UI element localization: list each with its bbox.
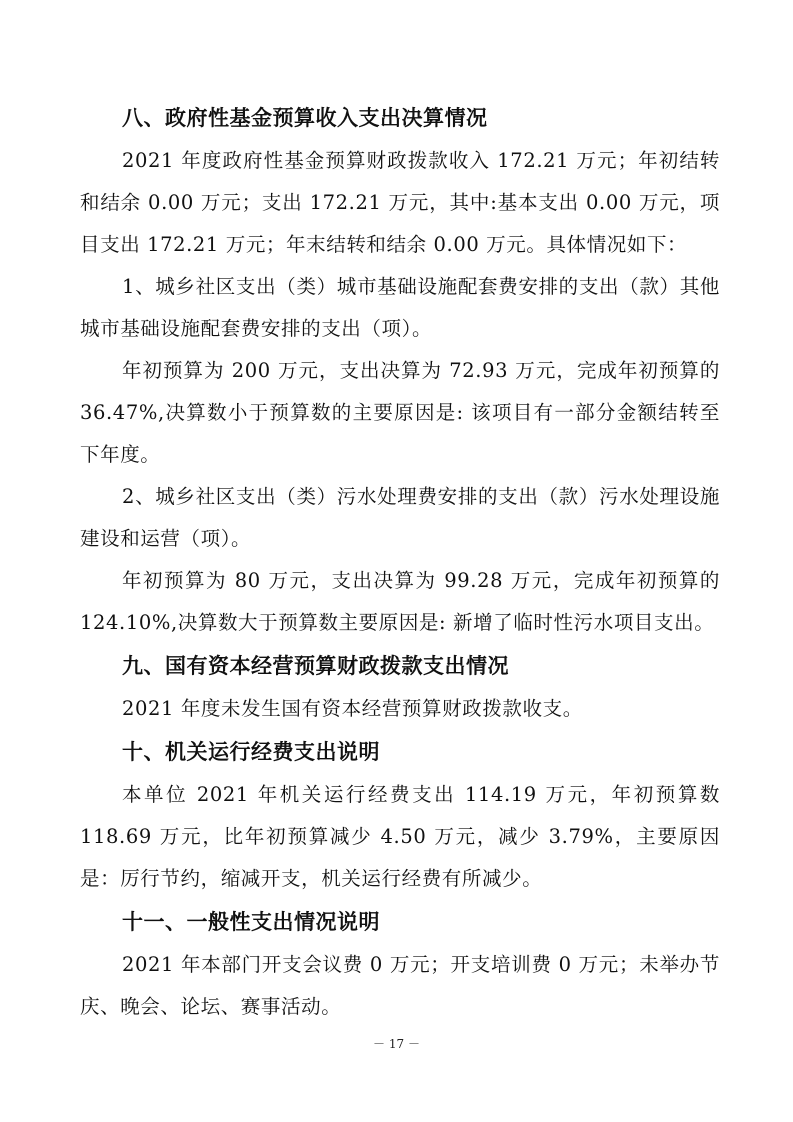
section-heading-9: 九、国有资本经营预算财政拨款支出情况	[122, 654, 509, 678]
paragraph: 年初预算为 200 万元，支出决算为 72.93 万元，完成年初预算的 36.47%,决算数小于预算数的主要原因是: 该项目有一部分金额结转至下年度。	[80, 359, 720, 466]
section-heading-11: 十一、一般性支出情况说明	[122, 910, 380, 934]
paragraph: 2021 年度未发生国有资本经营预算财政拨款收支。	[122, 697, 583, 720]
paragraph: 2、城乡社区支出（类）污水处理费安排的支出（款）污水处理设施建设和运营（项）。	[80, 485, 720, 550]
section-heading-8: 八、政府性基金预算收入支出决算情况	[122, 106, 488, 130]
page-number: － 17 －	[373, 1037, 420, 1051]
paragraph: 年初预算为 80 万元，支出决算为 99.28 万元，完成年初预算的 124.10%,决算数大于预算数主要原因是: 新增了临时性污水项目支出。	[80, 569, 720, 634]
paragraph: 本单位 2021 年机关运行经费支出 114.19 万元，年初预算数 118.69 万元，比年初预算减少 4.50 万元，减少 3.79%，主要原因是：厉行节约，缩减开支，机关运行经费有所减少。	[80, 783, 720, 890]
section-heading-10: 十、机关运行经费支出说明	[122, 740, 380, 764]
paragraph: 2021 年本部门开支会议费 0 万元；开支培训费 0 万元；未举办节庆、晚会、论坛、赛事活动。	[80, 953, 720, 1018]
paragraph: 2021 年度政府性基金预算财政拨款收入 172.21 万元；年初结转和结余 0.00 万元；支出 172.21 万元，其中:基本支出 0.00 万元，项目支出 172.21 万元；年末结转和结余 0.00 万元。具体情况如下：	[80, 149, 720, 256]
paragraph: 1、城乡社区支出（类）城市基础设施配套费安排的支出（款）其他城市基础设施配套费安排的支出（项）。	[80, 275, 720, 340]
page-content	[80, 96, 720, 1028]
